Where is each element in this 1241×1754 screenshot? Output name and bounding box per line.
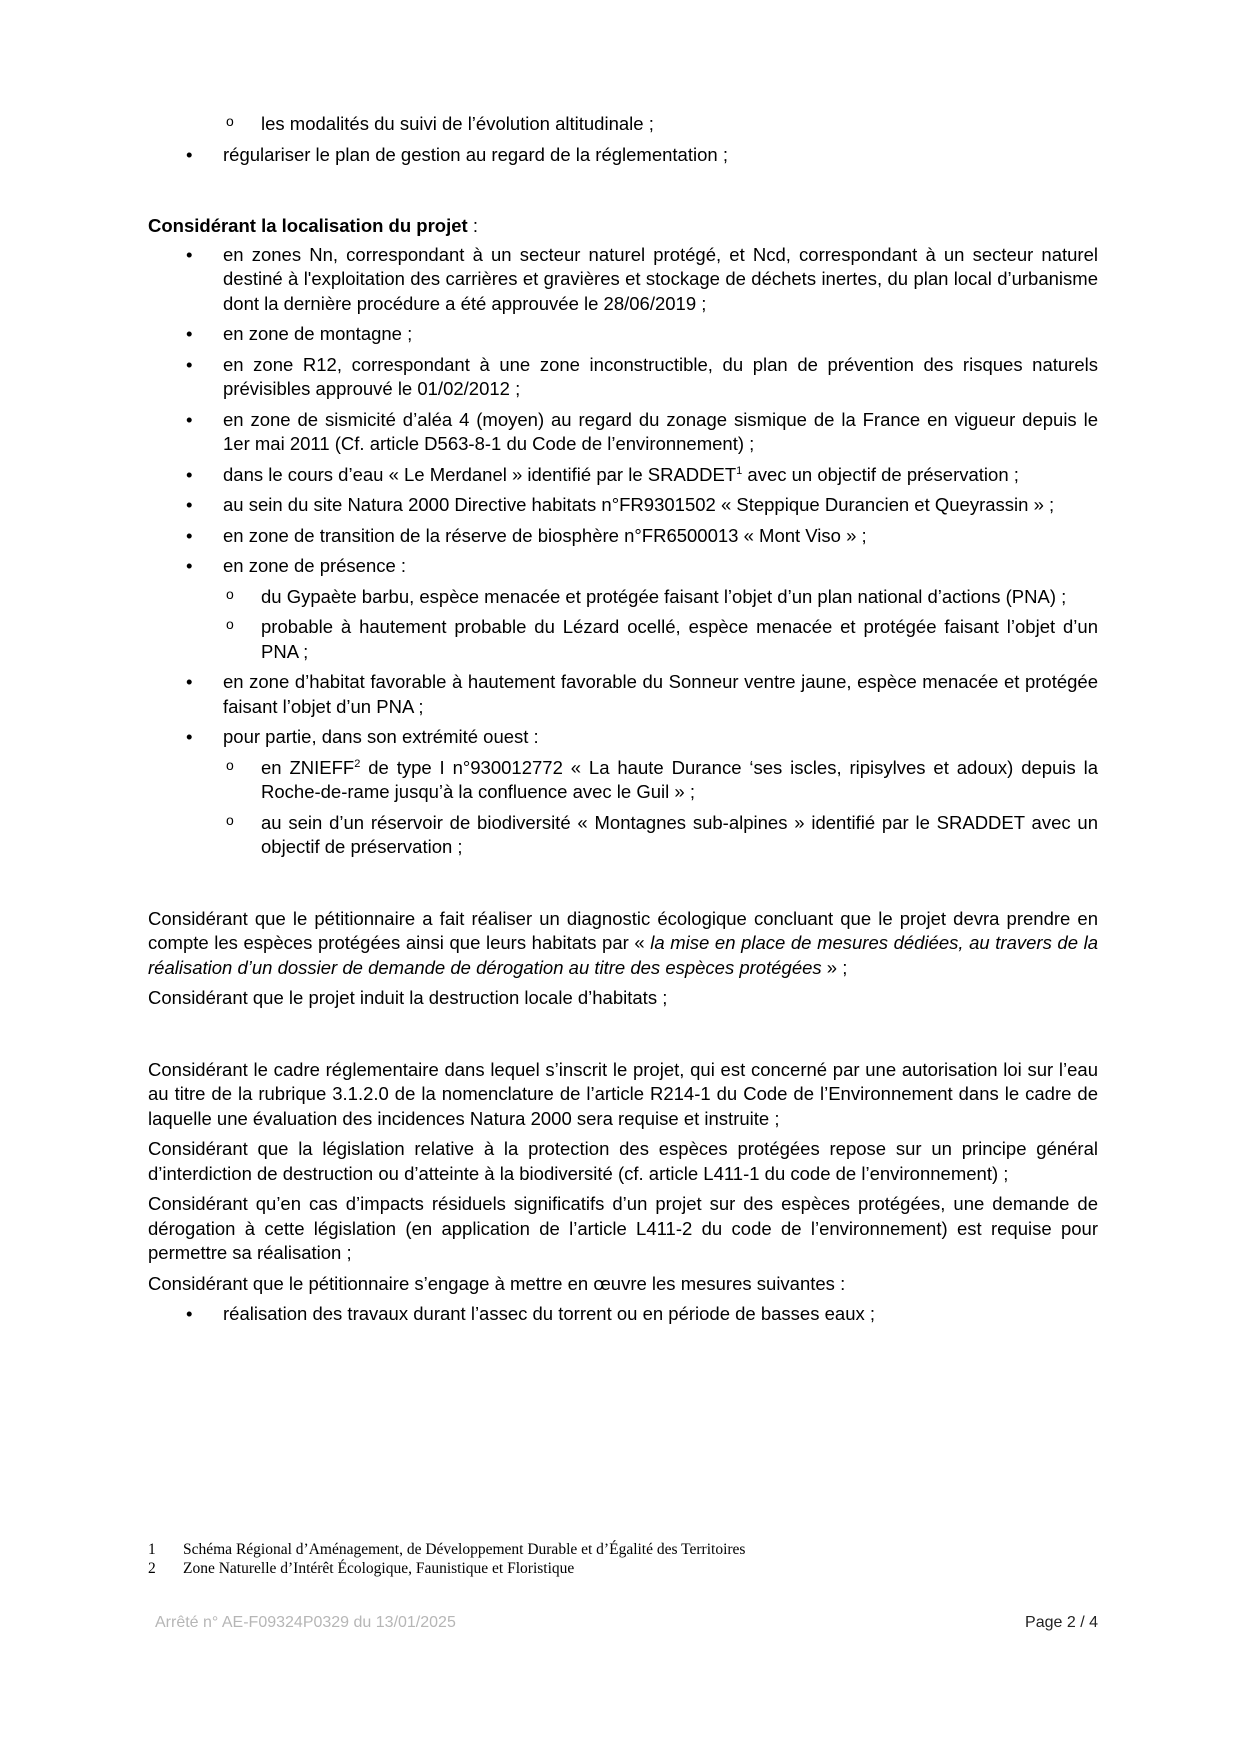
list-item: • en zone de transition de la réserve de biosphère n°FR6500013 « Mont Viso » ; — [148, 524, 1098, 549]
footnote-number: 1 — [148, 1541, 156, 1558]
paragraph-habitats: Considérant que le projet induit la destruction locale d’habitats ; — [148, 987, 668, 1008]
list-item: • en zone de montagne ; — [148, 322, 1098, 347]
paragraph-impacts: Considérant qu’en cas d’impacts résiduels significatifs d’un projet sur des espèces protégées, une demande de dérogation à cette législation (en application de l’article L411-2 du code de l’environnement) est requise pour permettre sa réalisation ; — [148, 1193, 1098, 1263]
list-item — [148, 463, 1098, 488]
paragraph-diagnostic — [148, 907, 1098, 981]
paragraph-text: » ; — [821, 956, 848, 978]
page-footer — [155, 1614, 1098, 1632]
item-text: dans le cours d’eau « Le Merdanel » identifié par le SRADDET — [223, 463, 737, 485]
list-subitem: o probable à hautement probable du Lézard ocellé, espèce menacée et protégée faisant l’objet d’un PNA ; — [148, 615, 1098, 664]
paragraph-text: Considérant que le pétitionnaire a fait réaliser un diagnostic écologique concluant que le projet devra prendre en compte les espèces protégées ainsi que leurs habitats par « — [148, 907, 1098, 953]
paragraph-cadre: Considérant le cadre réglementaire dans lequel s’inscrit le projet, qui est concerné par une autorisation loi sur l’eau au titre de la rubrique 3.1.2.0 de la nomenclature de l’article R214-1 du Code de l’Environnement dans le cadre de laquelle une évaluation des incidences Natura 2000 sera requise et instruite ; — [148, 1058, 1098, 1129]
list-subitem: o au sein d’un réservoir de biodiversité « Montagnes sub-alpines » identifié par le SRADDET avec un objectif de préservation ; — [148, 811, 1098, 860]
list-item: • en zone de présence : — [148, 554, 1098, 579]
footnote-text: Zone Naturelle d’Intérêt Écologique, Faunistique et Floristique — [183, 1560, 575, 1577]
list-item: • réalisation des travaux durant l’assec du torrent ou en période de basses eaux ; — [148, 1302, 1098, 1327]
list-item: • en zone R12, correspondant à une zone inconstructible, du plan de prévention des risques naturels prévisibles approuvé le 01/02/2012 ; — [148, 353, 1098, 402]
quoted-text: la mise en place de mesures dédiées, au travers de la réalisation d’un dossier de demande de dérogation au titre des espèces protégées — [148, 932, 1098, 978]
footnote-text: Schéma Régional d’Aménagement, de Développement Durable et d’Égalité des Territoires — [183, 1541, 746, 1558]
item-text: de type I n°930012772 « La haute Durance ‘ses iscles, ripisylves et adoux) depuis la Roche-de-rame jusqu’à la confluence avec le Guil » ; — [261, 756, 1098, 802]
page-number: Page 2 / 4 — [1025, 1614, 1098, 1631]
heading-tail: : — [467, 215, 478, 236]
paragraph-engagement: Considérant que le pétitionnaire s’engage à mettre en œuvre les mesures suivantes : — [148, 1272, 846, 1294]
decree-reference: Arrêté n° AE-F09324P0329 du 13/01/2025 — [155, 1614, 456, 1631]
list-item: • pour partie, dans son extrémité ouest : — [148, 725, 1098, 750]
list-item: • en zone de sismicité d’aléa 4 (moyen) au regard du zonage sismique de la France en vigueur depuis le 1er mai 2011 (Cf. article D563-8-1 du Code de l’environnement) ; — [148, 408, 1098, 457]
paragraph-legislation: Considérant que la législation relative à la protection des espèces protégées repose sur un principe général d’interdiction de destruction ou d’atteinte à la biodiversité (cf. article L411-1 du code de l’environnement) ; — [148, 1138, 1098, 1184]
list-subitem: o du Gypaète barbu, espèce menacée et protégée faisant l’objet d’un plan national d’actions (PNA) ; — [148, 585, 1098, 610]
document-body — [148, 112, 1098, 1327]
list-item: • en zones Nn, correspondant à un secteur naturel protégé, et Ncd, correspondant à un secteur naturel destiné à l'exploitation des carrières et gravières et stockage de déchets inertes, du plan local d’urbanisme dont la dernière procédure a été approuvée le 28/06/2019 ; — [148, 243, 1098, 317]
item-text: en ZNIEFF — [261, 756, 355, 778]
footnote — [148, 1559, 1098, 1578]
footnote-ref: 2 — [354, 757, 361, 770]
footnotes — [148, 1540, 1098, 1578]
list-item: • au sein du site Natura 2000 Directive habitats n°FR9301502 « Steppique Durancien et Queyrassin » ; — [148, 493, 1098, 518]
footnote — [148, 1540, 1098, 1559]
item-text: avec un objectif de préservation ; — [742, 463, 1019, 485]
list-item: • en zone d’habitat favorable à hautement favorable du Sonneur ventre jaune, espèce menacée et protégée faisant l’objet d’un PNA ; — [148, 670, 1098, 719]
list-item: • régulariser le plan de gestion au regard de la réglementation ; — [148, 143, 1098, 168]
section-heading-localisation — [148, 214, 1098, 239]
footnote-number: 2 — [148, 1560, 156, 1577]
footnote-ref: 1 — [736, 464, 743, 477]
list-subitem — [148, 756, 1098, 805]
heading-bold: Considérant la localisation du projet — [148, 215, 468, 236]
list-subitem: o les modalités du suivi de l’évolution altitudinale ; — [148, 112, 1098, 137]
